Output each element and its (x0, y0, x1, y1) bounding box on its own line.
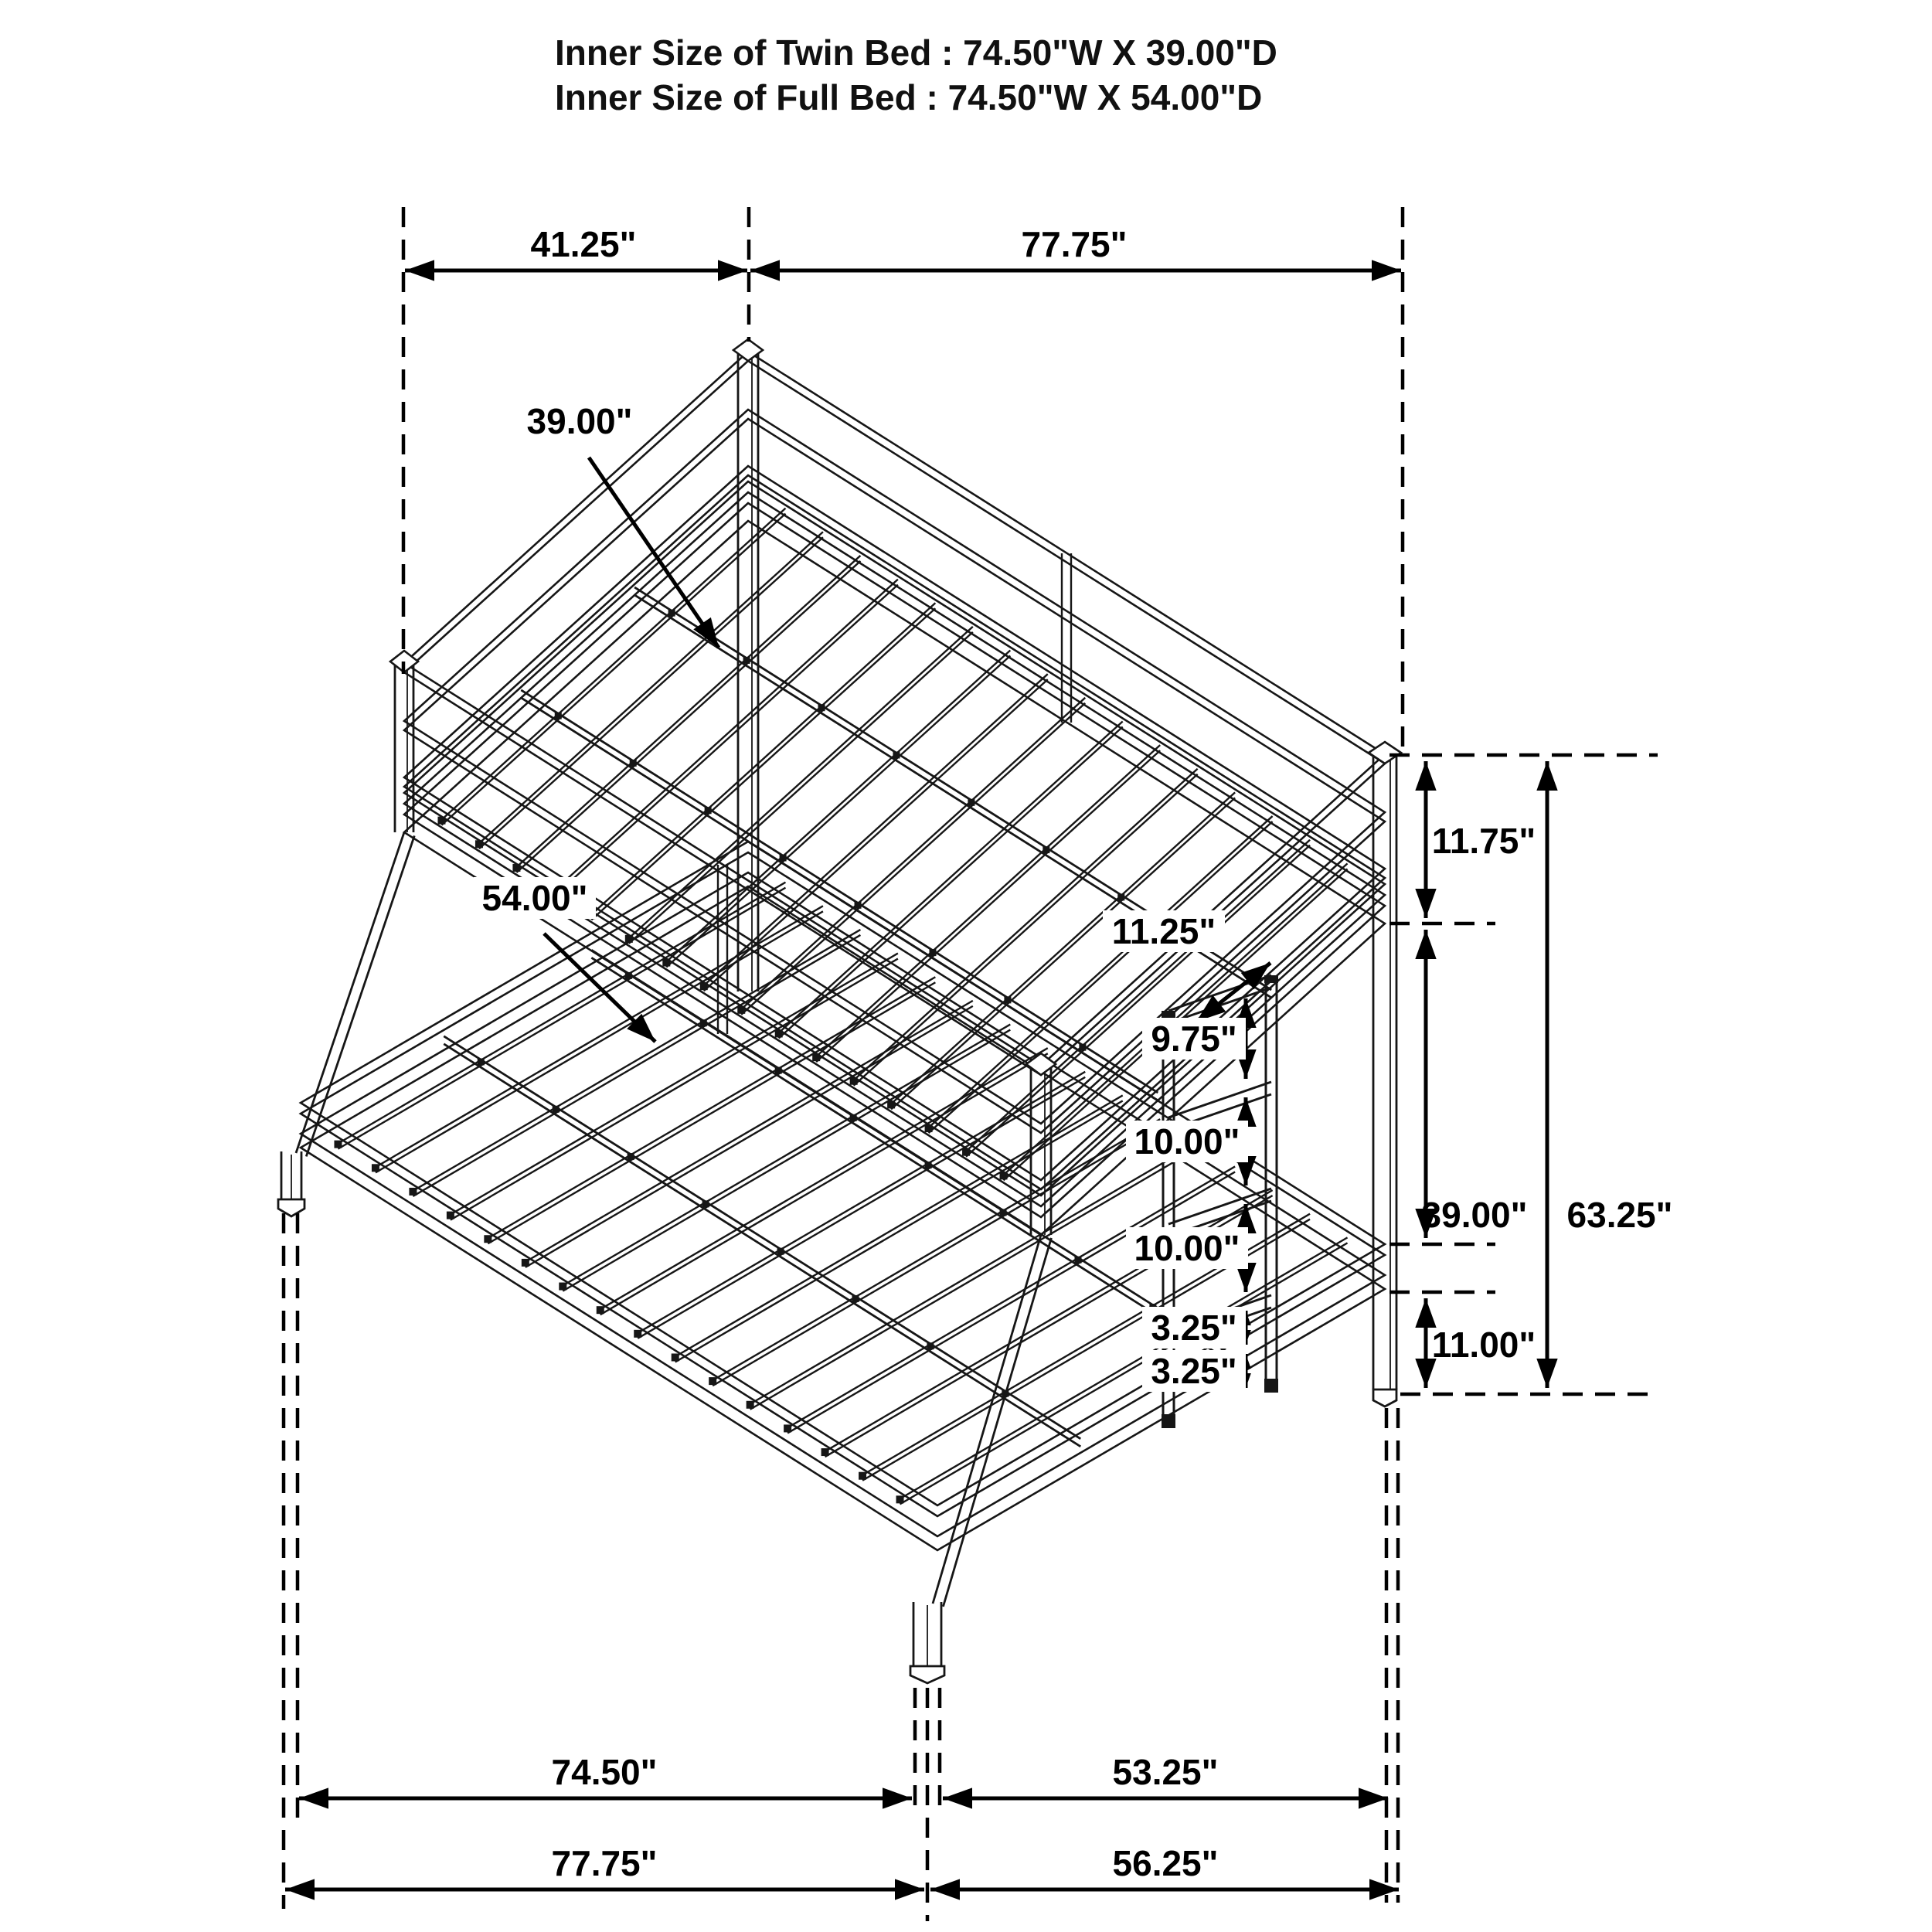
full-bunk-slat-clip (821, 1448, 829, 1456)
full-bunk-slat-clip (372, 1164, 379, 1172)
full-bunk-slat-clip (447, 1212, 454, 1219)
twin-bunk-beam-clip (555, 713, 562, 719)
twin-bunk-beam-clip (630, 760, 637, 767)
dim-label-bottom-53-25 (1113, 1752, 1219, 1792)
full-bunk-slat-clip (522, 1259, 529, 1267)
twin-bunk-slat-clip (437, 817, 445, 825)
dim-label-right-39-00 (1422, 1195, 1528, 1235)
full-bunk-beam-clip (777, 1248, 784, 1255)
twin-bunk-beam-clip (705, 807, 712, 814)
full-bunk-slat-clip (896, 1495, 904, 1503)
twin-bunk-beam-clip (1079, 1044, 1086, 1051)
dim-label-ladder-3-25-a (1142, 1307, 1246, 1349)
full-bunk-slat-clip (709, 1377, 716, 1385)
full-bunk-beam-clip (628, 1153, 634, 1160)
full-bunk-slat-clip (859, 1472, 866, 1480)
twin-bunk-beam-clip (855, 902, 862, 909)
full-bunk-slat-clip (747, 1401, 754, 1409)
full-bunk-beam-clip (775, 1067, 782, 1074)
ladder-rail-left-tip (1162, 1414, 1175, 1428)
dim-label-ladder-3-25-a-text: 3.25" (1151, 1308, 1237, 1348)
dim-label-right-39-00-text: 39.00" (1421, 1195, 1528, 1235)
dim-label-right-11-00-text: 11.00" (1431, 1325, 1536, 1365)
dim-label-twin-inner-depth (519, 400, 641, 442)
twin-bunk-beam-clip (668, 610, 675, 617)
twin-bunk-beam-clip (893, 752, 900, 759)
twin-bunk-beam-clip (929, 949, 936, 956)
dim-label-ladder-10-00-b (1126, 1227, 1248, 1269)
dim-label-top-left-span (531, 224, 637, 264)
full-bunk-beam-clip (1000, 1209, 1007, 1216)
full-bunk-beam-clip (1074, 1257, 1081, 1264)
dim-label-right-63-25-text: 63.25" (1566, 1195, 1673, 1235)
full-bunk-slat-clip (559, 1283, 566, 1291)
full-bunk-beam-clip (700, 1019, 707, 1026)
twin-bunk-beam-clip (968, 799, 975, 806)
ladder-rail-right-tip (1264, 1379, 1278, 1393)
dim-label-top-left-span-text: 41.25" (530, 224, 637, 264)
dim-label-right-11-75 (1432, 821, 1536, 861)
full-bunk-beam-clip (625, 972, 632, 979)
full-bunk-beam-clip (852, 1295, 859, 1302)
full-bunk-slat-clip (672, 1353, 679, 1361)
full-bunk-slat-clip (409, 1188, 417, 1196)
dim-label-bottom-56-25-text: 56.25" (1112, 1843, 1219, 1883)
dim-label-bottom-74-50-text: 74.50" (551, 1752, 658, 1792)
dim-label-ladder-9-75-text: 9.75" (1151, 1019, 1237, 1059)
dim-label-bottom-77-75 (552, 1843, 658, 1883)
dim-label-right-11-75-text: 11.75" (1431, 821, 1536, 861)
dim-label-bottom-56-25 (1113, 1843, 1219, 1883)
dim-label-ladder-11-25-text: 11.25" (1111, 911, 1216, 951)
twin-bunk-beam-clip (1117, 893, 1124, 900)
full-bunk-slat-clip (597, 1306, 604, 1314)
full-bunk-slat-clip (784, 1424, 791, 1432)
title-twin-inner-size: Inner Size of Twin Bed : 74.50"W X 39.00"D (555, 32, 1277, 73)
twin-bunk-beam-clip (780, 855, 787, 862)
dim-label-bottom-53-25-text: 53.25" (1112, 1752, 1219, 1792)
full-bunk-beam-clip (850, 1114, 857, 1121)
title-full-inner-size: Inner Size of Full Bed : 74.50"W X 54.00"D (555, 77, 1263, 117)
dim-label-ladder-10-00-b-text: 10.00" (1134, 1228, 1240, 1268)
ladder-rail-left-hook (1162, 1011, 1175, 1019)
dim-label-ladder-3-25-b-text: 3.25" (1151, 1351, 1237, 1391)
dim-label-ladder-11-25 (1103, 910, 1225, 952)
full-bunk-beam-clip (478, 1058, 485, 1065)
dim-label-twin-inner-depth-text: 39.00" (526, 401, 633, 441)
dim-label-bottom-74-50 (552, 1752, 658, 1792)
full-bunk-slat-clip (334, 1141, 342, 1148)
full-bunk-beam-clip (702, 1200, 709, 1207)
twin-bunk-beam-clip (1004, 996, 1011, 1003)
full-bunk-beam-clip (925, 1162, 932, 1168)
dim-label-top-right-span (1022, 224, 1128, 264)
full-bunk-slat-clip (634, 1330, 641, 1338)
twin-bunk-beam-clip (818, 704, 825, 711)
dim-label-top-right-span-text: 77.75" (1021, 224, 1128, 264)
twin-bunk-slat-clip (512, 864, 520, 872)
dim-label-ladder-10-00-a (1126, 1121, 1248, 1162)
dim-label-ladder-9-75 (1142, 1018, 1246, 1060)
dim-label-ladder-10-00-a-text: 10.00" (1134, 1121, 1240, 1162)
twin-bunk-beam-clip (743, 657, 750, 664)
dim-label-full-inner-depth (474, 877, 596, 919)
twin-bunk-slat-clip (475, 840, 483, 848)
dim-label-bottom-77-75-text: 77.75" (551, 1843, 658, 1883)
dim-label-ladder-3-25-b (1142, 1350, 1246, 1392)
full-bunk-beam-clip (927, 1342, 934, 1349)
full-bunk-slat-clip (484, 1235, 492, 1243)
full-bunk-beam-clip (553, 1106, 560, 1113)
dim-label-right-11-00 (1432, 1325, 1536, 1365)
twin-bunk-beam-clip (1043, 846, 1049, 853)
dim-label-right-63-25 (1567, 1195, 1673, 1235)
dim-label-full-inner-depth-text: 54.00" (481, 878, 588, 918)
